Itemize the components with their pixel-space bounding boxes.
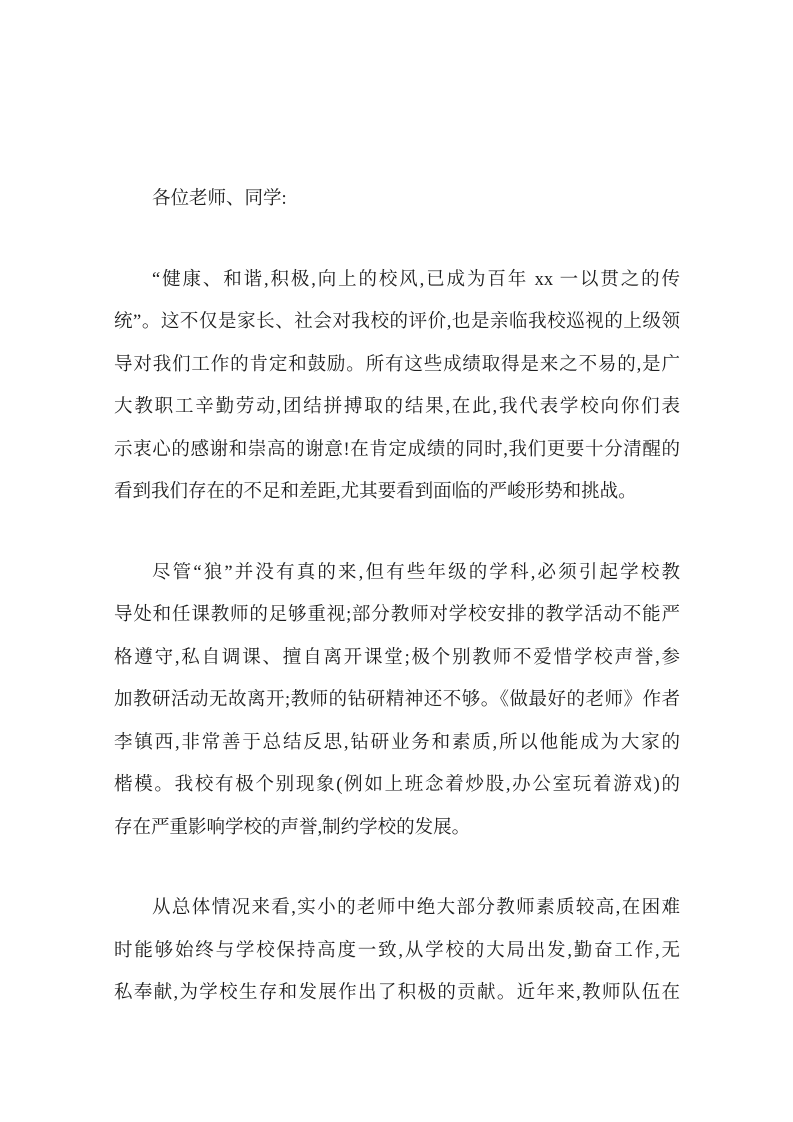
- text-line: 导处和任课教师的足够重视;部分教师对学校安排的教学活动不能严: [114, 605, 680, 625]
- text-line: 从总体情况来看,实小的老师中绝大部分教师素质较高,在困难: [152, 898, 680, 918]
- paragraph-body-3: [114, 887, 680, 1015]
- text-line: 示衷心的感谢和崇高的谢意!在肯定成绩的同时,我们更要十分清醒的: [114, 439, 680, 460]
- text-line: “健康、和谐,积极,向上的校风,已成为百年 xx 一以贯之的传: [152, 269, 680, 290]
- text-line: 导对我们工作的肯定和鼓励。所有这些成绩取得是来之不易的,是广: [114, 354, 680, 375]
- text-block: [114, 178, 680, 1015]
- paragraph-salutation: [114, 178, 680, 221]
- text-line: 大教职工辛勤劳动,团结拼搏取的结果,在此,我代表学校向你们表: [114, 397, 680, 417]
- text-line: 李镇西,非常善于总结反思,钻研业务和素质,所以他能成为大家的: [114, 732, 680, 753]
- text-line: 看到我们存在的不足和差距,尤其要看到面临的严峻形势和挑战。: [114, 482, 637, 502]
- text-line: 尽管“狼”并没有真的来,但有些年级的学科,必须引起学校教: [152, 562, 680, 583]
- text-line: 楷模。我校有极个别现象(例如上班念着炒股,办公室玩着游戏)的: [114, 775, 680, 795]
- text-line: 私奉献,为学校生存和发展作出了积极的贡献。近年来,教师队伍在: [114, 983, 680, 1003]
- paragraph-body-1: [114, 259, 680, 514]
- text-line: 格遵守,私自调课、擅自离开课堂;极个别教师不爱惜学校声誉,参: [114, 647, 680, 668]
- text-line: 加教研活动无故离开;教师的钻研精神还不够。《做最好的老师》作者: [114, 690, 680, 710]
- text-line: 各位老师、同学:: [152, 189, 287, 209]
- paragraph-body-2: [114, 552, 680, 850]
- text-line: 统”。这不仅是家长、社会对我校的评价,也是亲临我校巡视的上级领: [114, 312, 680, 332]
- text-line: 存在严重影响学校的声誉,制约学校的发展。: [114, 817, 471, 838]
- text-line: 时能够始终与学校保持高度一致,从学校的大局出发,勤奋工作,无: [114, 940, 680, 961]
